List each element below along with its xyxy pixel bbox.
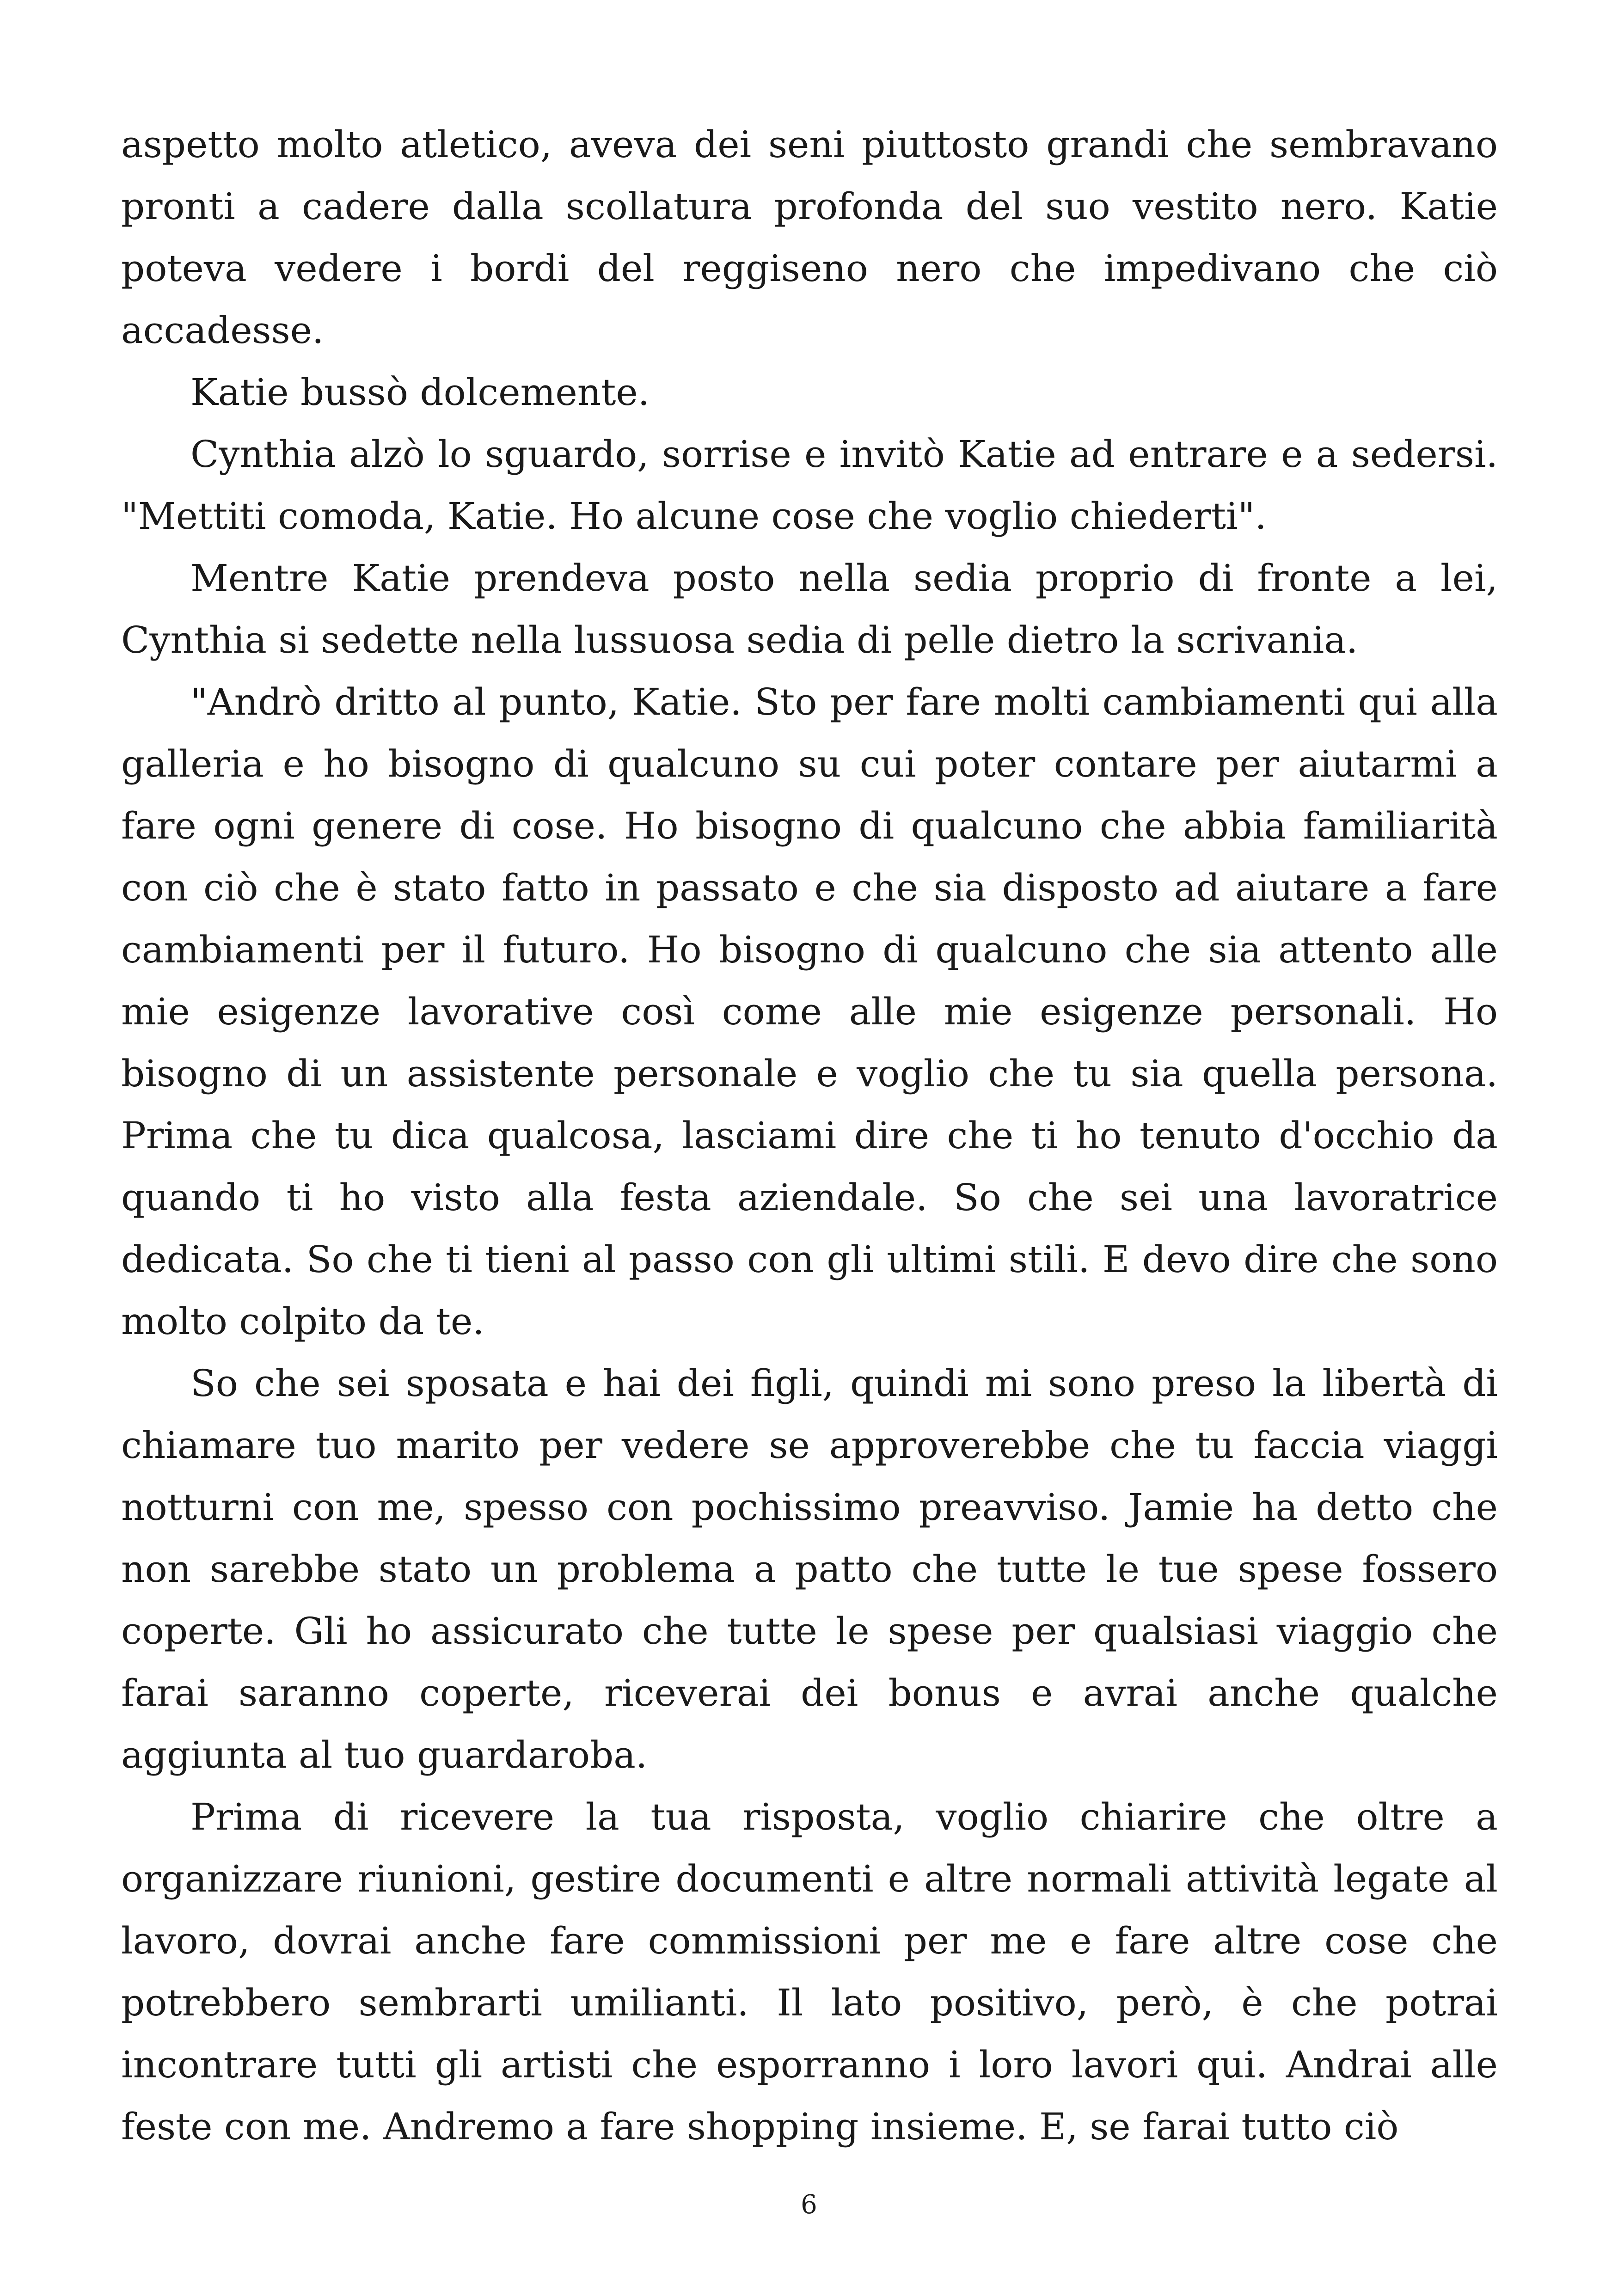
body-text [121, 114, 1498, 2158]
paragraph-7: Prima di ricevere la tua risposta, voglio chiarire che oltre a organizzare riunioni, gestire documenti e altre normali attività legate al lavoro, dovrai anche fare commissioni per me e fare altre cose che potrebbero sembrarti umilianti. Il lato positivo, però, è che potrai incontrare tutti gli artisti che esporranno i loro lavori qui. Andrai alle feste con me. Andremo a fare shopping insieme. E, se farai tutto ciò [121, 1795, 1498, 2148]
paragraph-2: Katie bussò dolcemente. [190, 371, 650, 414]
paragraph-6: So che sei sposata e hai dei figli, quindi mi sono preso la libertà di chiamare tuo marito per vedere se approverebbe che tu faccia viaggi notturni con me, spesso con pochissimo preavviso. Jamie ha detto che non sarebbe stato un problema a patto che tutte le tue spese fossero coperte. Gli ho assicurato che tutte le spese per qualsiasi viaggio che farai saranno coperte, riceverai dei bonus e avrai anche qualche aggiunta al tuo guardaroba. [121, 1362, 1498, 1776]
paragraph-5: "Andrò dritto al punto, Katie. Sto per fare molti cambiamenti qui alla galleria e ho bisogno di qualcuno su cui poter contare per aiutarmi a fare ogni genere di cose. Ho bisogno di qualcuno che abbia familiarità con ciò che è stato fatto in passato e che sia disposto ad aiutare a fare cambiamenti per il futuro. Ho bisogno di qualcuno che sia attento alle mie esigenze lavorative così come alle mie esigenze personali. Ho bisogno di un assistente personale e voglio che tu sia quella persona. Prima che tu dica qualcosa, lasciami dire che ti ho tenuto d'occhio da quando ti ho visto alla festa aziendale. So che sei una lavoratrice dedicata. So che ti tieni al passo con gli ultimi stili. E devo dire che sono molto colpito da te. [121, 680, 1498, 1343]
paragraph-4: Mentre Katie prendeva posto nella sedia proprio di fronte a lei, Cynthia si sedette nella lussuosa sedia di pelle dietro la scrivania. [121, 557, 1498, 661]
paragraph-3: Cynthia alzò lo sguardo, sorrise e invitò Katie ad entrare e a sedersi. "Mettiti comoda, Katie. Ho alcune cose che voglio chiederti". [121, 433, 1498, 538]
paragraph-1: aspetto molto atletico, aveva dei seni piuttosto grandi che sembravano pronti a cadere dalla scollatura profonda del suo vestito nero. Katie poteva vedere i bordi del reggiseno nero che impedivano che ciò accadesse. [121, 123, 1498, 352]
page-number: 6 [801, 2190, 817, 2220]
